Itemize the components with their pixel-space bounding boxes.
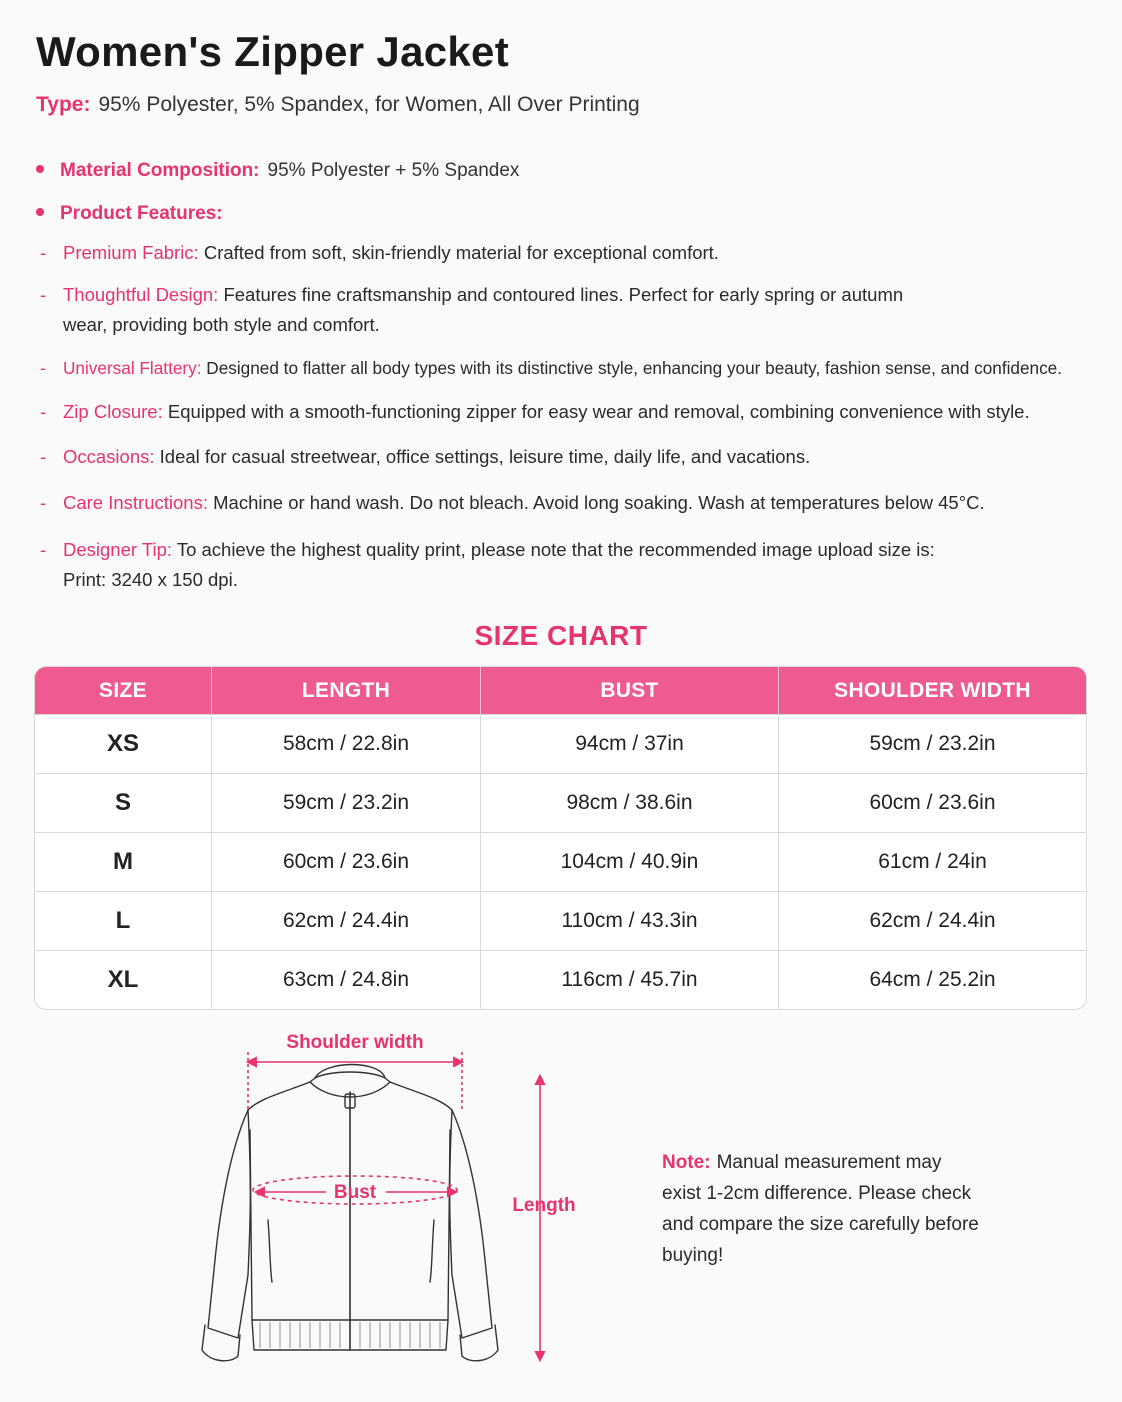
size-cell: M [113, 848, 133, 875]
feature-label: Universal Flattery: [63, 358, 202, 378]
dash-icon: - [40, 358, 46, 378]
feature-text: Crafted from soft, skin-friendly material for exceptional comfort. [203, 242, 719, 263]
feature-text: Features fine craftsmanship and contoured lines. Perfect for early spring or autumn [223, 284, 904, 305]
table-row [35, 950, 1086, 1009]
table-row [35, 773, 1086, 832]
feature-label: Designer Tip: [63, 539, 172, 560]
column-header: SIZE [99, 678, 147, 702]
feature-label: Occasions: [63, 446, 155, 467]
shoulder-cell: 59cm / 23.2in [778, 715, 1086, 773]
length-cell: 62cm / 24.4in [211, 892, 480, 950]
feature-item [40, 488, 985, 518]
feature-label: Zip Closure: [63, 401, 163, 422]
feature-item [40, 535, 935, 595]
length-cell: 59cm / 23.2in [211, 774, 480, 832]
bust-cell: 94cm / 37in [480, 715, 778, 773]
size-chart-title: SIZE CHART [474, 620, 648, 651]
note-text: Manual measurement may exist 1-2cm difference. Please check and compare the size carefully before buying! [662, 1152, 979, 1266]
feature-text: To achieve the highest quality print, please note that the recommended image upload size is: [176, 539, 935, 560]
size-cell: XL [107, 966, 139, 993]
feature-text: Equipped with a smooth-functioning zipper for easy wear and removal, combining convenience with style. [167, 401, 1030, 422]
bust-label: Bust [333, 1182, 377, 1203]
bullet-dot [36, 165, 44, 173]
shoulder-cell: 62cm / 24.4in [778, 892, 1086, 950]
features-heading: Product Features: [60, 203, 223, 224]
shoulder-width-label: Shoulder width [286, 1032, 424, 1053]
jacket-diagram [190, 1020, 610, 1380]
type-line [36, 93, 640, 117]
feature-text-continued: wear, providing both style and comfort. [63, 314, 380, 335]
bust-cell: 98cm / 38.6in [480, 774, 778, 832]
shoulder-cell: 60cm / 23.6in [778, 774, 1086, 832]
table-header-row [35, 667, 1086, 714]
page-title: Women's Zipper Jacket [36, 28, 509, 75]
bust-cell: 116cm / 45.7in [480, 951, 778, 1009]
type-label: Type: [36, 93, 91, 116]
feature-item [40, 397, 1030, 427]
table-row [35, 832, 1086, 891]
length-cell: 58cm / 22.8in [211, 715, 480, 773]
measurement-note [662, 1147, 982, 1271]
feature-item [40, 353, 1062, 383]
jacket-outline-icon [202, 1065, 498, 1361]
feature-text: Ideal for casual streetwear, office settings, leisure time, daily life, and vacations. [159, 446, 811, 467]
feature-text-continued: Print: 3240 x 150 dpi. [63, 569, 238, 590]
material-label: Material Composition: [60, 160, 260, 181]
length-cell: 60cm / 23.6in [211, 833, 480, 891]
size-cell: S [114, 789, 131, 816]
column-header: LENGTH [211, 667, 480, 714]
dash-icon: - [40, 539, 47, 560]
dash-icon: - [40, 401, 47, 422]
dash-icon: - [40, 242, 47, 263]
length-label: Length [512, 1195, 576, 1216]
bullet-dot [36, 208, 44, 216]
feature-text: Designed to flatter all body types with its distinctive style, enhancing your beauty, fashion sense, and confidence. [206, 358, 1063, 378]
dash-icon: - [40, 492, 47, 513]
table-row [35, 891, 1086, 950]
dash-icon: - [40, 446, 47, 467]
size-cell: L [115, 907, 131, 934]
shoulder-cell: 64cm / 25.2in [778, 951, 1086, 1009]
note-label: Note: [662, 1152, 711, 1173]
length-cell: 63cm / 24.8in [211, 951, 480, 1009]
material-value: 95% Polyester + 5% Spandex [267, 160, 520, 181]
feature-label: Premium Fabric: [63, 242, 199, 263]
feature-item [40, 442, 810, 472]
bust-cell: 104cm / 40.9in [480, 833, 778, 891]
feature-item [40, 280, 903, 340]
material-bullet [36, 160, 519, 182]
dash-icon: - [40, 284, 47, 305]
feature-label: Thoughtful Design: [63, 284, 219, 305]
feature-item [40, 238, 719, 268]
type-value: 95% Polyester, 5% Spandex, for Women, All Over Printing [98, 93, 640, 116]
size-table [34, 666, 1087, 1010]
feature-label: Care Instructions: [63, 492, 208, 513]
table-row [35, 714, 1086, 773]
column-header: BUST [480, 667, 778, 714]
bust-cell: 110cm / 43.3in [480, 892, 778, 950]
feature-text: Machine or hand wash. Do not bleach. Avoid long soaking. Wash at temperatures below 45°C. [213, 492, 985, 513]
shoulder-cell: 61cm / 24in [778, 833, 1086, 891]
features-heading-bullet [36, 203, 231, 225]
size-cell: XS [106, 730, 139, 757]
column-header: SHOULDER WIDTH [778, 667, 1086, 714]
